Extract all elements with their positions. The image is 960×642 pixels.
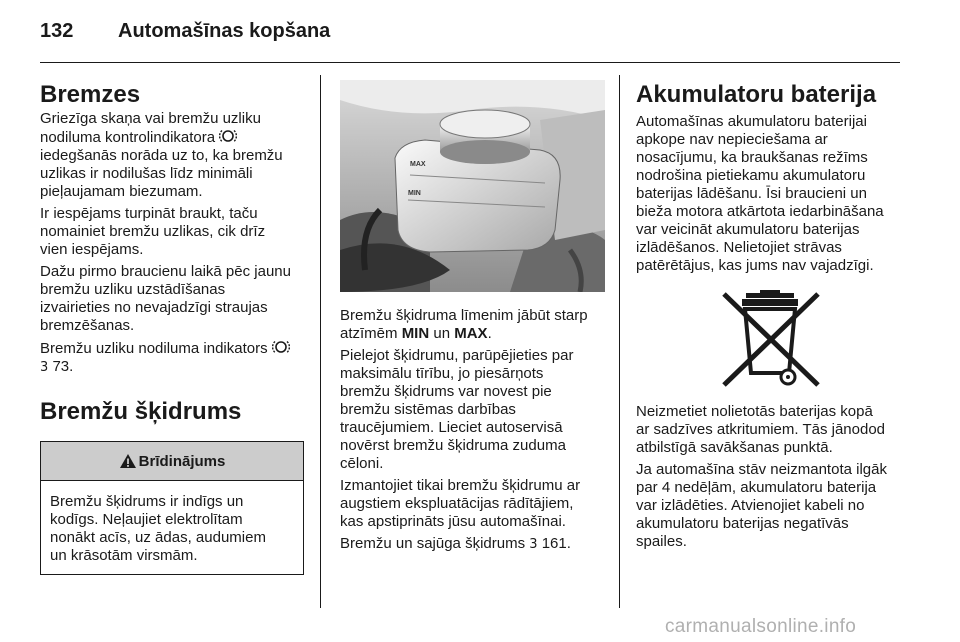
- max-mark: MAX: [454, 325, 488, 342]
- paragraph-continue-driving: Ir iespējams turpināt braukt, taču nomainiet bremžu uzlikas, cik drīz vien iespējams.: [40, 205, 266, 258]
- brake-warning-icon: [219, 128, 237, 144]
- paragraph-new-pads: Dažu pirmo braucienu laikā pēc jaunu bremžu uzliku uzstādīšanas izvairieties no nevajadzīgi straujas bremzēšanas.: [40, 263, 291, 334]
- section-heading-brakes: Bremzes: [40, 81, 141, 108]
- paragraph-fluid-level: Bremžu šķidruma līmenim jābūt starp atzīmēm MIN un MAX.: [340, 307, 588, 342]
- paragraph-fluid-ref: Bremžu un sajūga šķidrums 3 161.: [340, 535, 571, 552]
- paragraph-use-approved: Izmantojiet tikai bremžu šķidrumu ar augstiem ekspluatācijas rādītājiem, kas apstiprināts jūsu automašīnai.: [340, 477, 581, 530]
- column-brakes: [40, 80, 305, 575]
- column-divider-2: [619, 75, 620, 608]
- paragraph-brake-noise: Griezīga skaņa vai bremžu uzliku nodiluma kontrolindikatora iedegšanās norāda uz to, ka bremžu uzlikas ir nodilušas līdz minimāli pieļaujamam biezumam.: [40, 110, 283, 200]
- column-divider-1: [320, 75, 321, 608]
- paragraph-disconnect: Ja automašīna stāv neizmantota ilgāk par 4 nedēļām, akumulatoru baterija var izlādēties. Atvienojiet kabeli no akumulatoru baterijas negatīvās spailes.: [636, 461, 887, 550]
- warning-body: Bremžu šķidrums ir indīgs un kodīgs. Neļaujiet elektrolītam nonākt acīs, uz ādas, audumiem un krāsotām virsmām.: [50, 493, 266, 564]
- column-brake-fluid: [340, 80, 605, 558]
- page-ref-link[interactable]: 161.: [541, 535, 571, 552]
- watermark[interactable]: carmanualsonline.info: [665, 616, 857, 637]
- paragraph-battery-maintenance: Automašīnas akumulatoru baterijai apkope nav nepieciešama ar nosacījumu, ka braukšanas režīms nodrošina pietiekamu akumulatoru baterijas lādēšanu. Īsi braucieni un bieža motora atkārtota iedarbināšana var veicināt akumulatoru baterijas izlādēšanos. Nelietojiet strāvas patērētājus, kas jums nav vajadzīgi.: [636, 113, 884, 274]
- crossed-out-wheelie-bin-icon: [716, 289, 826, 389]
- warning-header: [41, 442, 303, 481]
- section-heading-battery: Akumulatoru baterija: [636, 81, 877, 108]
- max-label: MAX: [410, 161, 426, 168]
- page-number: 132: [40, 20, 74, 42]
- warning-box: [40, 441, 304, 575]
- section-heading-brake-fluid: Bremžu šķidrums: [40, 398, 242, 425]
- page-title: Automašīnas kopšana: [118, 20, 331, 42]
- warning-title: Brīdinājums: [138, 452, 226, 470]
- brake-warning-icon-2: [272, 339, 290, 355]
- paragraph-cleanliness: Pielejot šķidrumu, parūpējieties par maksimālu tīrību, jo piesārņots bremžu šķidrums var novest pie bremžu sistēmas darbības traucējumiem. Lieciet autoservisā novērst bremžu šķidruma zuduma cēloni.: [340, 347, 574, 472]
- brake-fluid-reservoir-image: [340, 80, 605, 292]
- min-mark: MIN: [401, 325, 430, 342]
- warning-triangle-icon: [119, 453, 137, 469]
- paragraph-disposal: Neizmetiet nolietotās baterijas kopā ar sadzīves atkritumiem. Tās jānodod atbilstīgā savākšanas punktā.: [636, 403, 886, 456]
- page-header: [40, 20, 330, 43]
- page-ref-link[interactable]: 73.: [52, 358, 74, 375]
- paragraph-indicator-ref: Bremžu uzliku nodiluma indikators 3 73.: [40, 339, 305, 377]
- column-battery: [636, 80, 906, 555]
- page-ref-arrow: 3: [529, 537, 538, 552]
- header-rule: [40, 62, 900, 63]
- page-ref-arrow: 3: [40, 360, 49, 375]
- min-label: MIN: [408, 190, 421, 197]
